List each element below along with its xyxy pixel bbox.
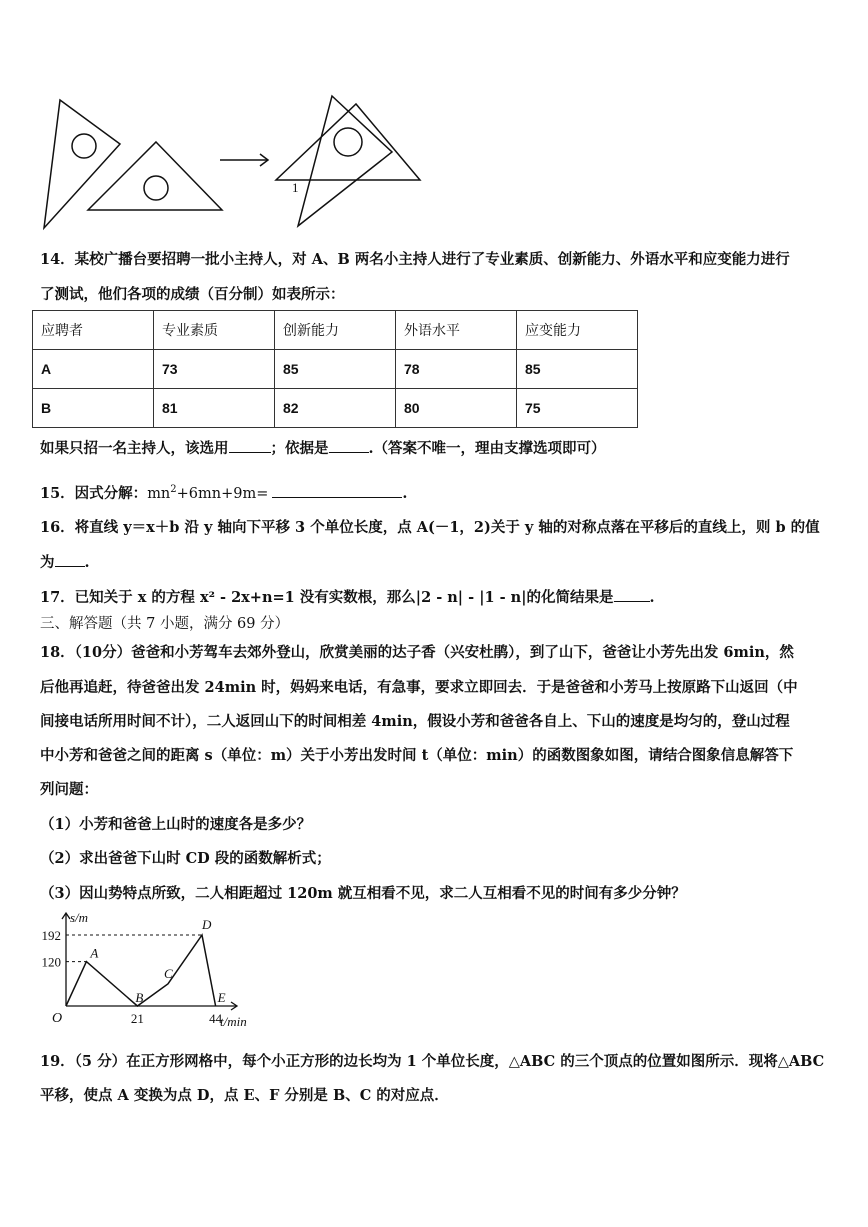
q15-suffix: . bbox=[402, 484, 408, 502]
answer-blank[interactable] bbox=[614, 587, 650, 602]
table-header-cell: 专业素质 bbox=[154, 311, 275, 350]
q18-sub3: （3）因山势特点所致，二人相距超过 120m 就互相看不见，求二人互相看不见的时间有多少分钟？ bbox=[40, 885, 686, 902]
y-tick-label: 192 bbox=[41, 927, 61, 943]
q19-line1: 19．（5 分）在正方形网格中，每个小正方形的边长均为 1 个单位长度，△ABC 的三个顶点的位置如图所示．现将△ABC bbox=[40, 1053, 825, 1070]
point-label-b: B bbox=[135, 990, 144, 1005]
answer-blank[interactable] bbox=[329, 438, 369, 453]
table-cell: 85 bbox=[275, 350, 396, 389]
section-title: 三、解答题（共 7 小题，满分 69 分） bbox=[40, 616, 290, 632]
table-header-cell: 创新能力 bbox=[275, 311, 396, 350]
table-row bbox=[33, 350, 638, 389]
table-cell: 80 bbox=[396, 389, 517, 428]
q15-prefix: 15．因式分解： bbox=[40, 484, 148, 502]
q15-expr-b: +6mn+9m= bbox=[176, 485, 269, 502]
q16-line2-prefix: 为 bbox=[40, 554, 55, 571]
answer-blank[interactable] bbox=[55, 552, 85, 567]
q16-line2-suffix: . bbox=[84, 554, 90, 571]
origin-label: O bbox=[52, 1011, 63, 1026]
q18-line: 18．（10分）爸爸和小芳驾车去郊外登山，欣赏美丽的达子香（兴安杜鹃），到了山下，爸爸让小芳先出发 6min，然 bbox=[40, 644, 794, 661]
y-tick-label: 120 bbox=[41, 954, 61, 970]
x-tick-label: 44 bbox=[209, 1011, 223, 1026]
table-cell: A bbox=[33, 350, 154, 389]
x-axis-label: t/min bbox=[220, 1014, 247, 1029]
overlap-set-square-hole bbox=[334, 128, 362, 156]
q18-line: 列问题： bbox=[40, 781, 98, 798]
answer-blank[interactable] bbox=[229, 438, 271, 453]
left-set-square bbox=[44, 100, 120, 228]
q17-line bbox=[40, 587, 655, 608]
table-header-cell: 外语水平 bbox=[396, 311, 517, 350]
table-header-cell: 应聘者 bbox=[33, 311, 154, 350]
q14-answer-a: 如果只招一名主持人，该选用 bbox=[40, 440, 229, 457]
overlap-set-square-slant bbox=[298, 96, 392, 226]
table-cell: 85 bbox=[517, 350, 638, 389]
left-set-square-hole bbox=[72, 134, 96, 158]
q15-line bbox=[40, 480, 407, 504]
overlap-set-square-large bbox=[276, 104, 420, 180]
triangle-rulers-figure bbox=[36, 92, 436, 237]
q14-answer-c: .（答案不唯一，理由支撑选项即可） bbox=[368, 440, 606, 457]
q18-sub2: （2）求出爸爸下山时 CD 段的函数解析式； bbox=[40, 850, 331, 867]
point-label-e: E bbox=[217, 990, 226, 1005]
q18-sub1: （1）小芳和爸爸上山时的速度各是多少？ bbox=[40, 816, 312, 833]
distance-time-chart bbox=[28, 908, 268, 1034]
q15-expr-a: mn bbox=[147, 485, 171, 502]
y-axis-label: s/m bbox=[70, 910, 89, 925]
q18-line: 中小芳和爸爸之间的距离 s（单位：m）关于小芳出发时间 t（单位：min）的函数图象如图，请结合图象信息解答下 bbox=[40, 747, 794, 764]
answer-blank[interactable] bbox=[272, 483, 402, 498]
middle-set-square-hole bbox=[144, 176, 168, 200]
q14-line1: 14．某校广播台要招聘一批小主持人，对 A、B 两名小主持人进行了专业素质、创新能力、外语水平和应变能力进行 bbox=[40, 251, 790, 268]
table-header-row bbox=[33, 311, 638, 350]
point-label-c: C bbox=[164, 965, 173, 981]
point-label-d: D bbox=[202, 916, 212, 932]
q18-line: 间接电话所用时间不计），二人返回山下的时间相差 4min，假设小芳和爸爸各自上、下山的速度是均匀的，登山过程 bbox=[40, 713, 790, 730]
table-row bbox=[33, 389, 638, 428]
q14-answer-line bbox=[40, 438, 606, 459]
q16-line1: 16．将直线 y＝x＋b 沿 y 轴向下平移 3 个单位长度，点 A(－1，2)关于 y 轴的对称点落在平移后的直线上，则 b 的值 bbox=[40, 519, 820, 536]
q17-text: 17．已知关于 x 的方程 x² - 2x+n=1 没有实数根，那么|2 - n| - |1 - n|的化简结果是 bbox=[40, 589, 614, 606]
scores-table bbox=[32, 310, 638, 428]
table-cell: 73 bbox=[154, 350, 275, 389]
point-label-a: A bbox=[90, 945, 99, 961]
x-tick-label: 21 bbox=[130, 1011, 144, 1026]
table-cell: 78 bbox=[396, 350, 517, 389]
q16-line2 bbox=[40, 552, 90, 573]
q19-line2: 平移，使点 A 变换为点 D，点 E、F 分别是 B、C 的对应点． bbox=[40, 1087, 449, 1104]
angle-label: 1 bbox=[292, 180, 299, 195]
q14-answer-b: ；依据是 bbox=[270, 440, 329, 457]
q17-suffix: . bbox=[649, 589, 655, 606]
q18-line: 后他再追赶，待爸爸出发 24min 时，妈妈来电话，有急事，要求立即回去．于是爸爸和小芳马上按原路下山返回（中 bbox=[40, 679, 798, 696]
table-cell: 75 bbox=[517, 389, 638, 428]
q15-expr-sup: 2 bbox=[170, 484, 177, 495]
q14-line2: 了测试，他们各项的成绩（百分制）如表所示： bbox=[40, 286, 345, 303]
table-cell: 81 bbox=[154, 389, 275, 428]
table-cell: B bbox=[33, 389, 154, 428]
table-cell: 82 bbox=[275, 389, 396, 428]
table-header-cell: 应变能力 bbox=[517, 311, 638, 350]
